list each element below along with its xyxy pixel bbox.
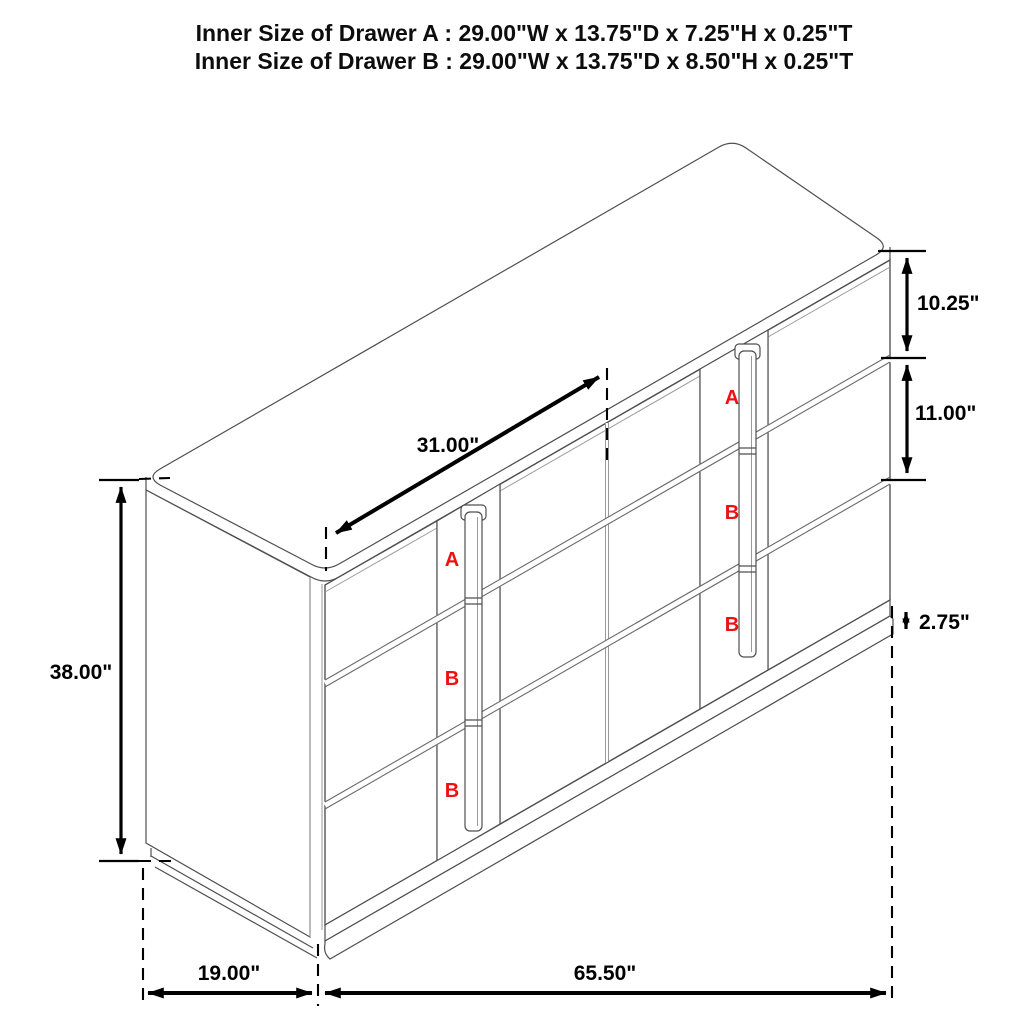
- drawer-letter-right-b2: B: [724, 614, 740, 636]
- dim-drawer-a-height: [878, 251, 980, 358]
- drawer-letter-left-b2: B: [444, 780, 460, 802]
- dim-drawer-b-height: [881, 365, 976, 480]
- drawer-letter-left-b1: B: [444, 668, 460, 690]
- drawer-letter-left-a: A: [444, 549, 460, 571]
- dim-total-width-label: 65.50": [573, 962, 637, 985]
- title-line-2: Inner Size of Drawer B : 29.00"W x 13.75"D x 8.50"H x 0.25"T: [194, 48, 854, 74]
- front-left-corner: [310, 577, 322, 937]
- dim-total-height-label: 38.00": [49, 661, 113, 684]
- cabinet-side-panel: [146, 490, 310, 937]
- dim-depth: [148, 962, 312, 993]
- dim-base-height-label: 2.75": [919, 611, 970, 634]
- drawer-letter-right-b1: B: [724, 502, 740, 524]
- handle-left: [461, 505, 486, 831]
- cabinet-drawing: [146, 143, 893, 959]
- dim-base-height: [906, 611, 970, 634]
- stack-seam: [606, 423, 609, 763]
- title-line-1: Inner Size of Drawer A : 29.00"W x 13.75"D x 7.25"H x 0.25"T: [195, 20, 853, 46]
- title-block: [195, 20, 854, 74]
- dim-depth-label: 19.00": [197, 962, 261, 985]
- dim-drawer-b-label: 11.00": [915, 402, 977, 425]
- drawer-letter-right-a: A: [724, 387, 740, 409]
- dim-drawer-width-label: 31.00": [416, 434, 480, 457]
- dim-drawer-a-label: 10.25": [917, 292, 980, 315]
- dim-total-width: [325, 962, 886, 993]
